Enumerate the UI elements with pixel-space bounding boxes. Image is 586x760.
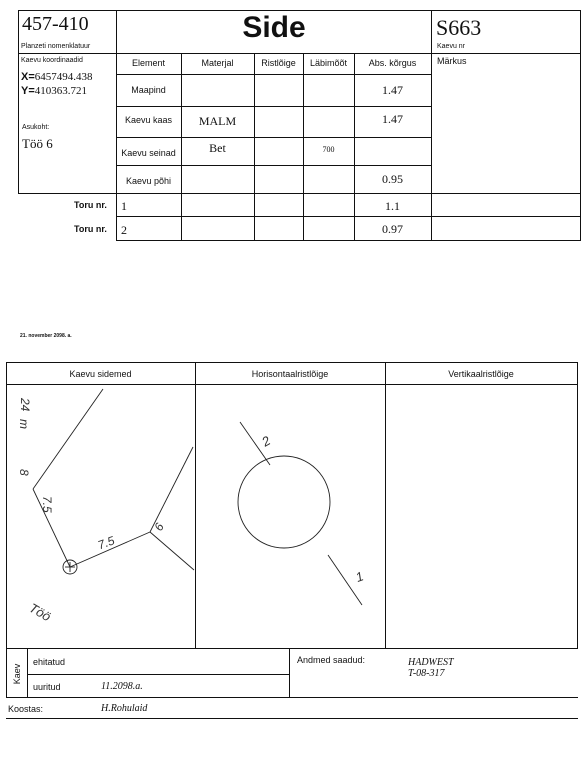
- location-label: Asukoht:: [22, 124, 50, 131]
- col-header-labimoot: Läbimõõt: [309, 58, 348, 68]
- andmed-label: Andmed saadud:: [297, 655, 366, 665]
- coord-x-value: 6457494.438: [34, 71, 93, 83]
- uuritud-label: uuritud: [33, 682, 61, 692]
- panel-header-sidemed: Kaevu sidemed: [69, 369, 132, 379]
- pipe-label: Toru nr.: [74, 224, 107, 234]
- coord-y: [21, 85, 87, 97]
- row-element: Maapind: [131, 85, 166, 95]
- ehitatud-label: ehitatud: [33, 657, 66, 667]
- sidemed-note: 6: [151, 520, 167, 534]
- coord-y-value: 410363.721: [34, 85, 88, 97]
- well-number-label: Kaevu nr: [437, 43, 466, 50]
- col-header-element: Element: [131, 58, 166, 68]
- page-title: Side: [242, 11, 306, 44]
- sidemed-note: m: [17, 419, 31, 429]
- horisontaal-note: 2: [259, 432, 273, 450]
- sidemed-sketch: [7, 385, 195, 647]
- coord-x-label: X=: [21, 71, 35, 83]
- sidemed-note: 8: [17, 469, 31, 476]
- koostas-label: Koostas:: [8, 704, 44, 714]
- sidemed-note: 24: [18, 398, 32, 412]
- col-header-markus: Märkus: [437, 56, 467, 66]
- coord-x: [21, 71, 93, 83]
- koostas-value: H.Rohulaid: [101, 703, 148, 714]
- coord-y-label: Y=: [21, 85, 35, 97]
- sidemed-note: 7.5: [40, 496, 54, 513]
- nomenclature-label: Planzeti nomenklatuur: [21, 43, 91, 50]
- andmed-value-2: T-08-317: [408, 668, 445, 679]
- date-stamp: 21. november 2098. a.: [20, 333, 72, 339]
- panel-header-horisontaal: Horisontaalristlõige: [251, 369, 329, 379]
- row-element: Kaevu kaas: [124, 115, 173, 125]
- col-header-ristloige: Ristlõige: [261, 58, 296, 68]
- andmed-value-1: HADWEST: [408, 657, 454, 668]
- well-number-value: S663: [436, 15, 482, 40]
- row-materjal: Bet: [209, 141, 226, 155]
- row-abs: 0.95: [382, 172, 403, 186]
- pipe-number: 2: [121, 223, 127, 237]
- horisontaal-sketch: [196, 385, 384, 647]
- pipe-number: 1: [121, 199, 127, 213]
- nomenclature-value: 457-410: [22, 13, 89, 35]
- pipe-abs: 0.97: [382, 222, 403, 236]
- kaev-label: Kaev: [12, 663, 22, 685]
- col-header-materjal: Materjal: [201, 58, 234, 68]
- row-abs: 1.47: [382, 112, 403, 126]
- location-value: Töö 6: [22, 136, 53, 151]
- row-element: Kaevu põhi: [125, 176, 172, 186]
- panel-header-vertikaal: Vertikaalristlõige: [448, 369, 514, 379]
- coords-heading: Kaevu koordinaadid: [21, 57, 83, 64]
- sidemed-note: 7.5: [95, 533, 117, 553]
- horisontaal-note: 1: [353, 568, 366, 585]
- uuritud-value: 11.2098.a.: [101, 681, 143, 692]
- col-header-abs-korgus: Abs. kõrgus: [368, 58, 417, 68]
- row-labimoot: 700: [322, 145, 335, 154]
- pipe-abs: 1.1: [385, 199, 400, 213]
- row-materjal: MALM: [198, 114, 237, 128]
- row-abs: 1.47: [382, 83, 403, 97]
- sidemed-note: Töö: [26, 600, 54, 625]
- row-element: Kaevu seinad: [121, 148, 176, 158]
- pipe-label: Toru nr.: [74, 200, 107, 210]
